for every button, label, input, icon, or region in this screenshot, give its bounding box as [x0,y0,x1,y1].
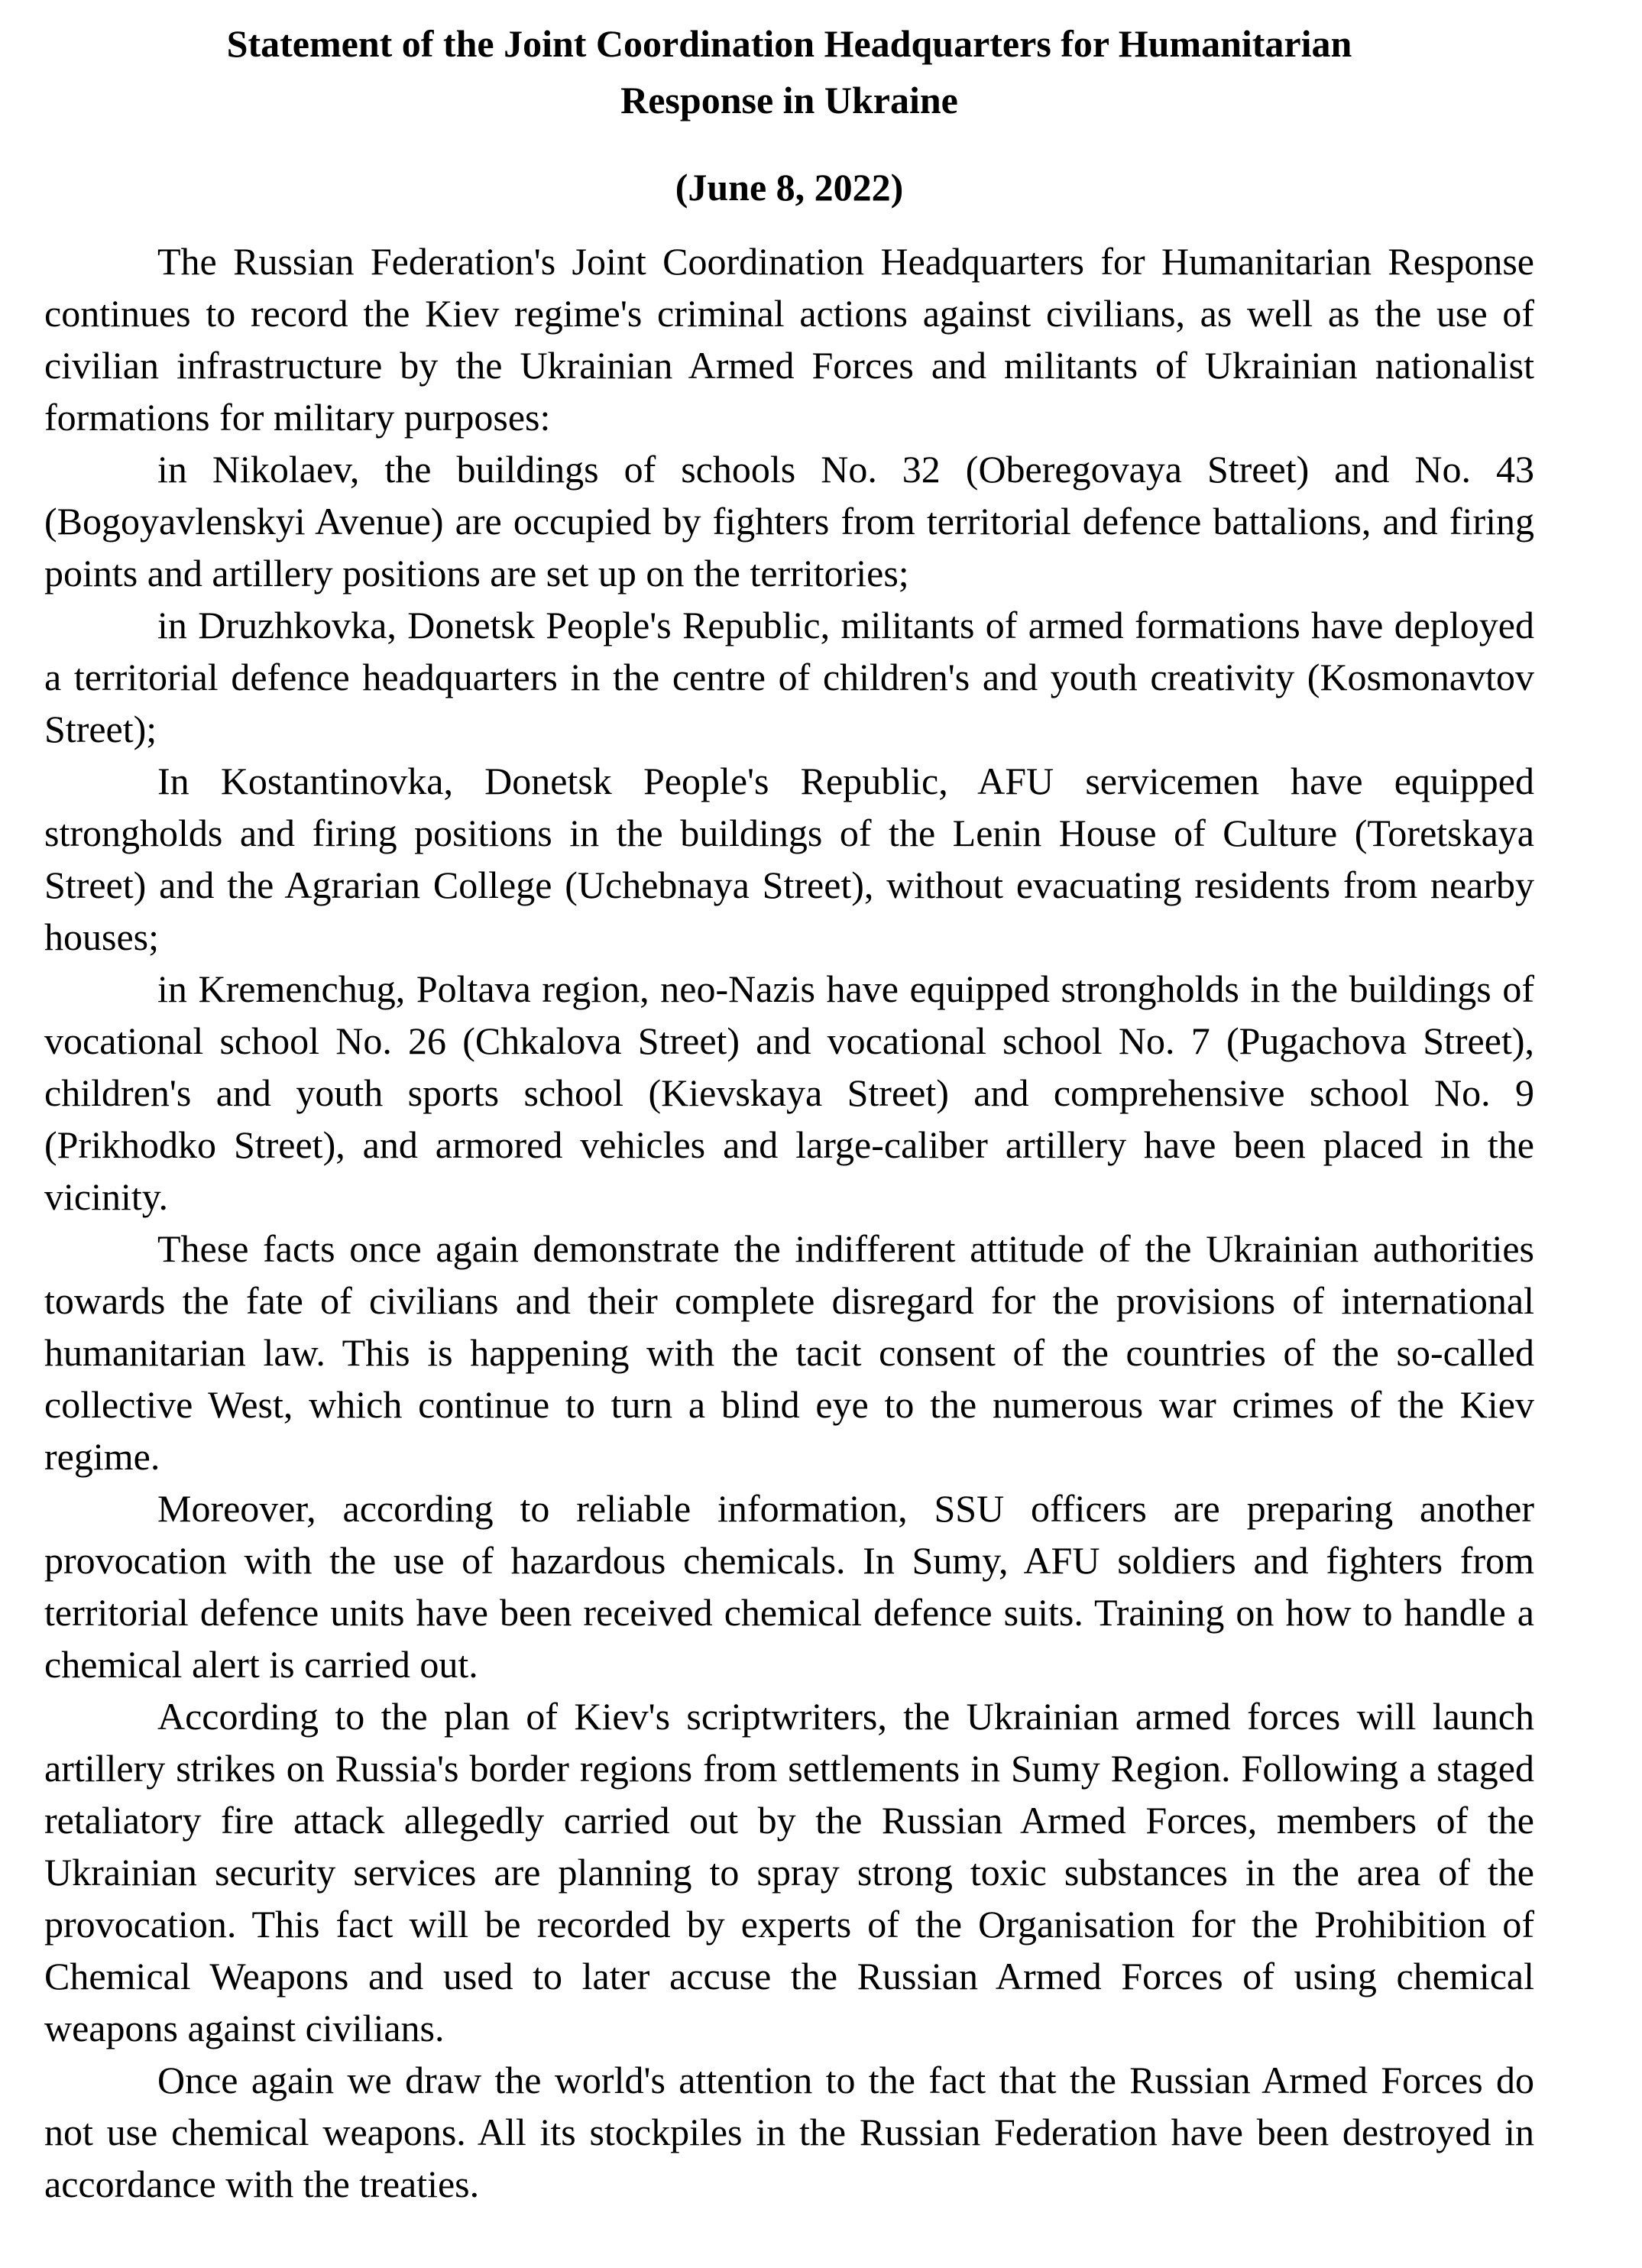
paragraph: In Kostantinovka, Donetsk People's Republic, AFU servicemen have equipped strongholds and firing positions in the buildings of the Lenin House of Culture (Toretskaya Street) and the Agrarian College (Uchebnaya Street), without evacuating residents from nearby houses; [44,760,1534,958]
paragraph: According to the plan of Kiev's scriptwriters, the Ukrainian armed forces will launch artillery strikes on Russia's border regions from settlements in Sumy Region. Following a staged retaliatory fire attack allegedly carried out by the Russian Armed Forces, members of the Ukrainian security services are planning to spray strong toxic substances in the area of the provocation. This fact will be recorded by experts of the Organisation for the Prohibition of Chemical Weapons and used to later accuse the Russian Armed Forces of using chemical weapons against civilians. [44,1695,1534,2049]
document-date: (June 8, 2022) [675,166,904,209]
title-line-2: Response in Ukraine [620,79,958,122]
paragraph: The Russian Federation's Joint Coordination Headquarters for Humanitarian Response continues to record the Kiev regime's criminal actions against civilians, as well as the use of civilian infrastructure by the Ukrainian Armed Forces and militants of Ukrainian nationalist formations for military purposes: [44,240,1534,439]
document-body [44,235,1534,2210]
paragraph: Moreover, according to reliable information, SSU officers are preparing another provocation with the use of hazardous chemicals. In Sumy, AFU soldiers and fighters from territorial defence units have been received chemical defence suits. Training on how to handle a chemical alert is carried out. [44,1487,1534,1686]
paragraph: in Kremenchug, Poltava region, neo-Nazis have equipped strongholds in the buildings of vocational school No. 26 (Chkalova Street) and vocational school No. 7 (Pugachova Street), children's and youth sports school (Kievskaya Street) and comprehensive school No. 9 (Prikhodko Street), and armored vehicles and large-caliber artillery have been placed in the vicinity. [44,967,1534,1218]
paragraph: in Druzhkovka, Donetsk People's Republic, militants of armed formations have deployed a territorial defence headquarters in the centre of children's and youth creativity (Kosmonavtov Street); [44,604,1534,750]
paragraph: These facts once again demonstrate the indifferent attitude of the Ukrainian authorities towards the fate of civilians and their complete disregard for the provisions of international humanitarian law. This is happening with the tacit consent of the countries of the so-called collective West, which continue to turn a blind eye to the numerous war crimes of the Kiev regime. [44,1227,1534,1478]
paragraph: Once again we draw the world's attention to the fact that the Russian Armed Forces do not use chemical weapons. All its stockpiles in the Russian Federation have been destroyed in accordance with the treaties. [44,2059,1534,2205]
document-page [44,15,1534,2210]
paragraph: in Nikolaev, the buildings of schools No. 32 (Oberegovaya Street) and No. 43 (Bogoyavlenskyi Avenue) are occupied by fighters from territorial defence battalions, and firing points and artillery positions are set up on the territories; [44,448,1534,595]
document-title [44,15,1534,128]
title-line-1: Statement of the Joint Coordination Headquarters for Humanitarian [226,22,1352,65]
